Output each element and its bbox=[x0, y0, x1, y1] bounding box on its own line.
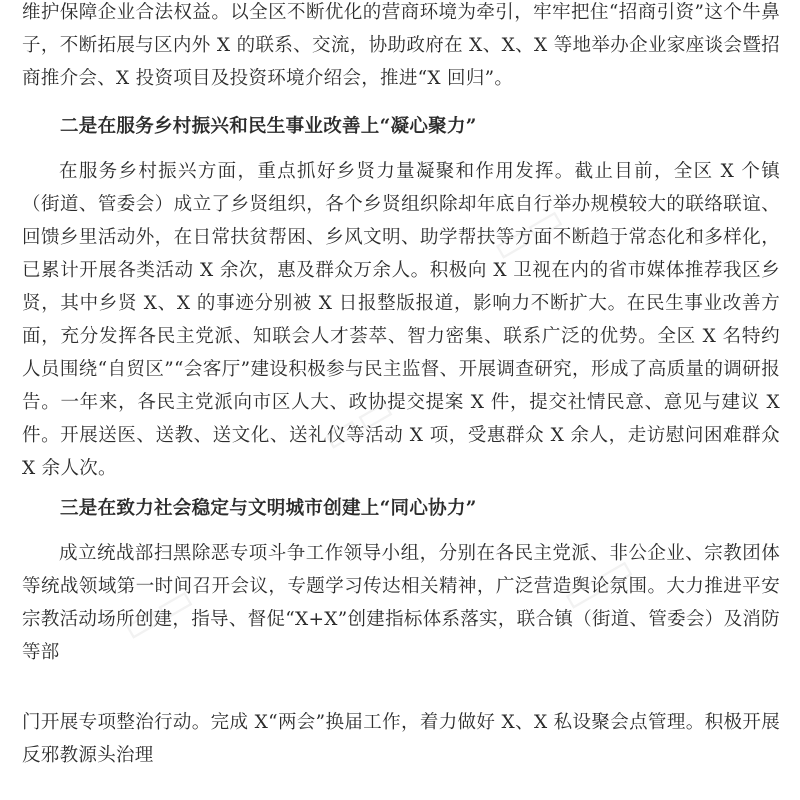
section-two-body: 在服务乡村振兴方面，重点抓好乡贤力量凝聚和作用发挥。截止目前，全区 X 个镇（街道、管委会）成立了乡贤组织，各个乡贤组织除却年底自行举办规模较大的联络联谊、回馈乡里活动外，在日常扶贫帮困、乡风文明、助学帮扶等方面不断趋于常态化和多样化，已累计开展各类活动 X 余次，惠及群众万余人。积极向 X 卫视在内的省市媒体推荐我区乡贤，其中乡贤 X、X 的事迹分别被 X 日报整版报道，影响力不断扩大。在民生事业改善方面，充分发挥各民主党派、知联会人才荟萃、智力密集、联系广泛的优势。全区 X 名特约人员围绕“自贸区”“会客厅”建设积极参与民主监督、开展调查研究，形成了高质量的调研报告。一年来，各民主党派向市区人大、政协提交提案 X 件，提交社情民意、意见与建议 X 件。开展送医、送教、送文化、送礼仪等活动 X 项，受惠群众 X 余人，走访慰问困难群众 X 余人次。 bbox=[22, 161, 780, 479]
section-three-continuation: 门开展专项整治行动。完成 X“两会”换届工作，着力做好 X、X 私设聚会点管理。积极开展反邪教源头治理 bbox=[22, 712, 780, 766]
intro-paragraph: 维护保障企业合法权益。以全区不断优化的营商环境为牵引，牢牢把住“招商引资”这个牛鼻子，不断拓展与区内外 X 的联系、交流，协助政府在 X、X、X 等地举办企业家座谈会暨招商推介会、X 投资项目及投资环境介绍会，推进“X 回归”。 bbox=[22, 2, 780, 89]
section-three-body: 成立统战部扫黑除恶专项斗争工作领导小组，分别在各民主党派、非公企业、宗教团体等统战领域第一时间召开会议，专题学习传达相关精神，广泛营造舆论氛围。大力推进平安宗教活动场所创建，指导、督促“X+X”创建指标体系落实，联合镇（街道、管委会）及消防等部 bbox=[22, 543, 780, 663]
section-three-heading: 三是在致力社会稳定与文明城市创建上“同心协力” bbox=[60, 498, 477, 519]
section-two-heading: 二是在服务乡村振兴和民生事业改善上“凝心聚力” bbox=[60, 116, 477, 137]
watermark-mark: ▭▭ bbox=[313, 384, 403, 462]
watermark-mark: ▭▭ bbox=[553, 544, 643, 622]
watermark-mark: ▭▭ bbox=[113, 574, 203, 652]
watermark-mark: ▭▭ bbox=[483, 194, 573, 272]
